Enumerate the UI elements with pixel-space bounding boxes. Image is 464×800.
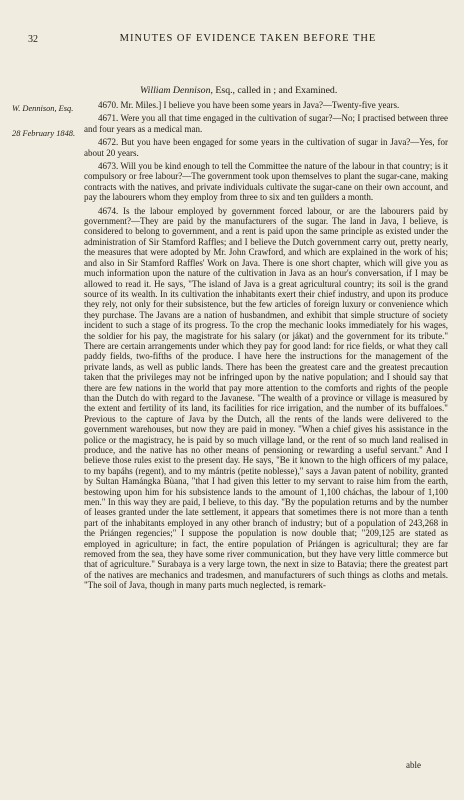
paragraph-number: 4670. bbox=[98, 100, 119, 110]
witness-line bbox=[140, 85, 337, 96]
paragraph-number: 4671. bbox=[98, 113, 119, 124]
paragraph-text: But you have been engaged for some years in the cultivation of sugar in Java?—Yes, for about 20 years. bbox=[84, 137, 448, 158]
paragraph-4670 bbox=[84, 100, 448, 110]
paragraph-text: Is the labour employed by government forced labour, or are the labourers paid by government?—They are paid by the manufacturers of the sugar. The land in Java, I believe, is considered to belong to government, and a rent is paid upon the same principle as existed under the administration of Sir Stamford Raffles; and I believe the Dutch government carry out, pretty nearly, the measures that were adopted by Mr. John Crawford, and which are explained in the work of his; and also in Sir Stamford Raffles' Work on Java. There is one short chapter, which will give you as much information upon the nature of the cultivation in Java as an hour's conversation, if I may be allowed to read it. He says, "The island of Java is a great agricultural country; its soil is the grand source of its wealth. In its cultivation the inhabitants exert their chief industry, and upon its produce they rely, not only for their subsistence, but the few articles of foreign luxury or convenience which they purchase. The Javans are a nation of husbandmen, and exhibit that simple structure of society incident to such a stage of its progress. To the crop the mechanic looks immediately for his wages, the soldier for his pay, the magistrate for his salary (or jákat) and the government for its tribute." There are certain arrangements under which they pay for good land: for rice fields, or what they call paddy fields, two-fifths of the produce. I have here the instructions for the management of the private lands, as well as public lands. There has been the greatest care and the greatest precaution taken that the privileges may not be infringed upon by the native population; and I should say that there are few nations in the world that pay more attention to the comforts and rights of the people than the Dutch do with regard to the Javanese. "The wealth of a province or village is measured by the extent and fertility of its land, its facilities for rice irrigation, and the number of its buffaloes." Previous to the capture of Java by the Dutch, all the rents of the lands were delivered to the government warehouses, but now they are paid in money. "When a chief gives his assistance in the police or the magistracy, he is paid by so much village land, or the rent of so much land realised in produce, and the native has no other means of pensioning or rewarding a useful servant." And I believe those rules exist to the present day. He says, "Be it known to the high officers of my palace, to my bapáhs (regent), and to my mántris (petite noblesse)," says a Javan patent of nobility, granted by Sultan Hamángka Bùana, "that I had given this letter to my servant to raise him from the earth, bestowing upon him for his subsistence lands to the amount of 1,100 cháchas, the labour of 1,100 men." In this way they are paid, I believe, to this day. "By the population returns and by the number of leases granted under the late settlement, it appears that sometimes there is not more than a tenth part of the inhabitants employed in any other branch of industry; but of a population of 243,268 in the Priángen regencies;" I suppose the population is now double that; "209,125 are stated as employed in agriculture; in fact, the entire population of Priángen is agricultural; they are far removed from the sea, they have some river communication, but they have very little commerce but that of agriculture." Surabaya is a very large town, the next in size to Batavia; there the greatest part of the natives are mechanics and tradesmen, and manufacturers of such things as cloths and metals. "The soil of Java, though in many parts much neglected, is remark- bbox=[84, 205, 448, 591]
paragraph-text: Mr. Miles.] I believe you have been some years in Java?—Twenty-five years. bbox=[120, 100, 400, 110]
paragraph-text: Will you be kind enough to tell the Committee the nature of the labour in that country; is it compulsory or free labour?—The government took upon themselves to plant the sugar-cane, making contracts with the natives, and private individuals cultivate the sugar-cane on their own account, and pay the labourers whom they employ from three to six and ten guilders a month. bbox=[84, 161, 448, 203]
evidence-body bbox=[84, 100, 448, 594]
paragraph-4674 bbox=[84, 206, 448, 591]
margin-witness: W. Dennison, Esq. bbox=[12, 104, 74, 113]
witness-name: William Dennison, bbox=[140, 85, 213, 96]
witness-called: Esq., called in ; and Examined. bbox=[215, 85, 338, 96]
running-header: MINUTES OF EVIDENCE TAKEN BEFORE THE bbox=[119, 33, 377, 44]
paragraph-number: 4672. bbox=[98, 137, 119, 148]
paragraph-number: 4673. bbox=[98, 161, 119, 172]
margin-date: 28 February 1848. bbox=[12, 129, 76, 138]
paragraph-4673 bbox=[84, 161, 448, 203]
paragraph-4672 bbox=[84, 137, 448, 158]
paragraph-4671 bbox=[84, 113, 448, 134]
paragraph-text: Were you all that time engaged in the cultivation of sugar?—No; I practised between three and four years as a medical man. bbox=[84, 113, 448, 134]
page-number: 32 bbox=[28, 34, 38, 45]
catchword: able bbox=[406, 760, 421, 770]
paragraph-number: 4674. bbox=[98, 205, 119, 216]
